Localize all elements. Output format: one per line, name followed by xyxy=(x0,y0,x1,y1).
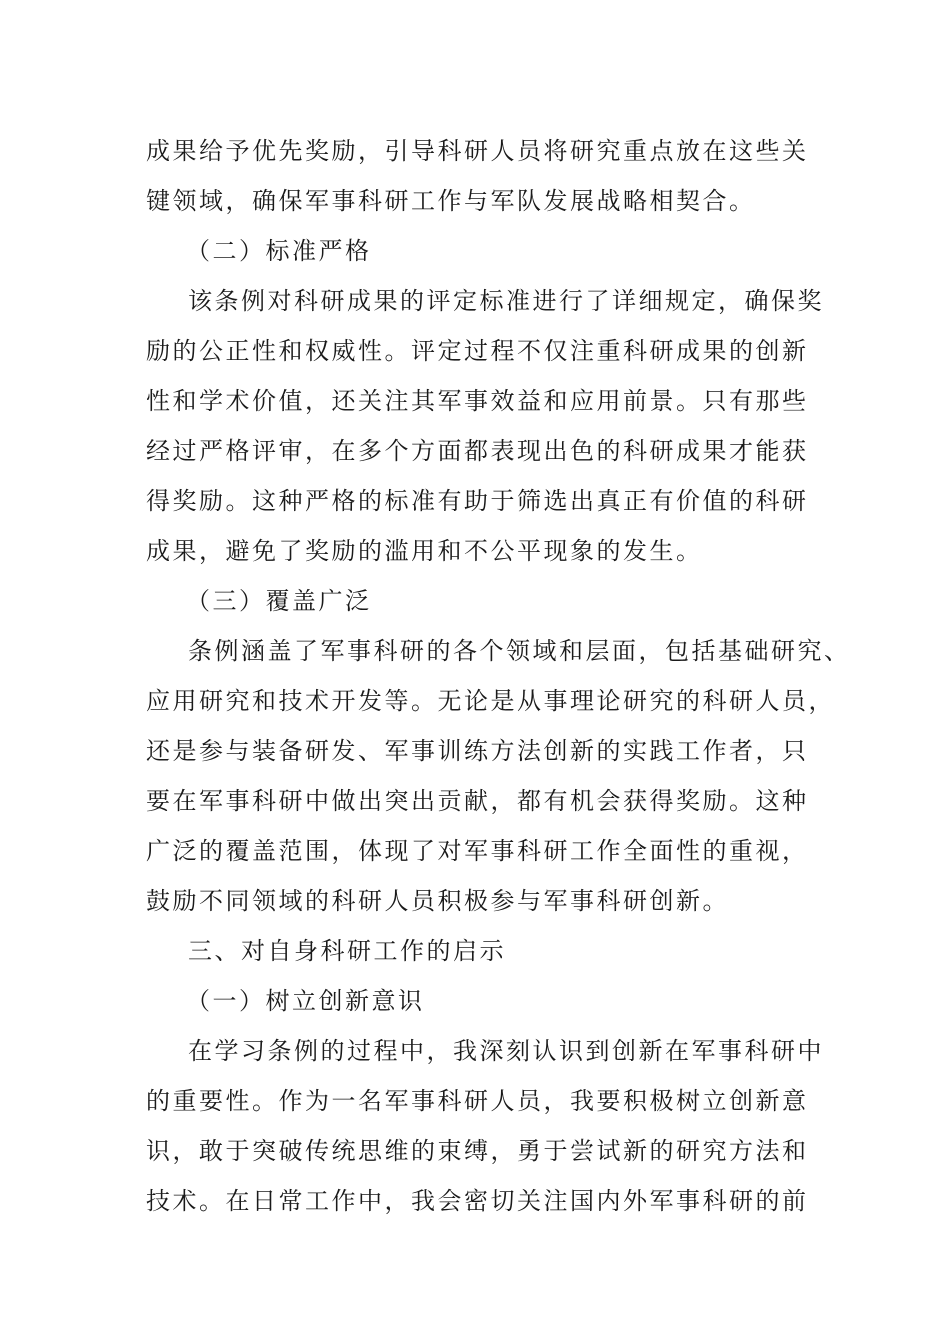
paragraph-first-line: 条例涵盖了军事科研的各个领域和层面，包括基础研究、 xyxy=(188,637,851,665)
subsection-heading: （二）标准严格 xyxy=(186,237,372,265)
subsection-heading: （一）树立创新意识 xyxy=(186,987,425,1015)
paragraph-first-line: 该条例对科研成果的评定标准进行了详细规定，确保奖 xyxy=(188,287,824,315)
body-text-line: 经过严格评审，在多个方面都表现出色的科研成果才能获 xyxy=(146,437,809,465)
body-text-line: 键领域，确保军事科研工作与军队发展战略相契合。 xyxy=(146,187,756,215)
body-text-line: 还是参与装备研发、军事训练方法创新的实践工作者，只 xyxy=(146,737,809,765)
body-text-line: 成果给予优先奖励，引导科研人员将研究重点放在这些关 xyxy=(146,137,809,165)
body-text-line: 得奖励。这种严格的标准有助于筛选出真正有价值的科研 xyxy=(146,487,809,515)
body-text-line: 性和学术价值，还关注其军事效益和应用前景。只有那些 xyxy=(146,387,809,415)
body-text-line: 的重要性。作为一名军事科研人员，我要积极树立创新意 xyxy=(146,1087,809,1115)
paragraph-first-line: 在学习条例的过程中，我深刻认识到创新在军事科研中 xyxy=(188,1037,824,1065)
body-text-line: 应用研究和技术开发等。无论是从事理论研究的科研人员， xyxy=(146,687,835,715)
body-text-line: 要在军事科研中做出突出贡献，都有机会获得奖励。这种 xyxy=(146,787,809,815)
body-text-line: 识，敢于突破传统思维的束缚，勇于尝试新的研究方法和 xyxy=(146,1137,809,1165)
section-heading: 三、对自身科研工作的启示 xyxy=(188,937,506,965)
body-text-line: 鼓励不同领域的科研人员积极参与军事科研创新。 xyxy=(146,887,729,915)
body-text-line: 励的公正性和权威性。评定过程不仅注重科研成果的创新 xyxy=(146,337,809,365)
subsection-heading: （三）覆盖广泛 xyxy=(186,587,372,615)
body-text-line: 成果，避免了奖励的滥用和不公平现象的发生。 xyxy=(146,537,703,565)
body-text-line: 广泛的覆盖范围，体现了对军事科研工作全面性的重视， xyxy=(146,837,809,865)
body-text-line: 技术。在日常工作中，我会密切关注国内外军事科研的前 xyxy=(146,1187,809,1215)
